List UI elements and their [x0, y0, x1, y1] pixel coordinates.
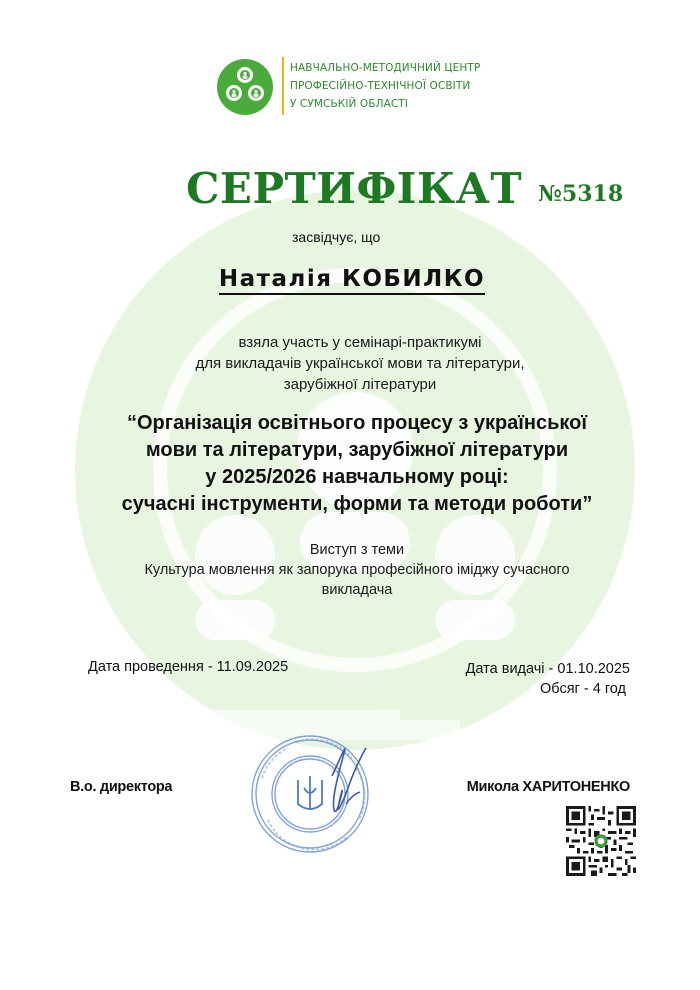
organization-line-1: НАВЧАЛЬНО-МЕТОДИЧНИЙ ЦЕНТР	[290, 62, 481, 74]
certificate-number: №5318	[538, 181, 624, 207]
organization-line-3: У СУМСЬКІЙ ОБЛАСТІ	[290, 98, 408, 110]
qr-code-icon[interactable]	[566, 806, 636, 876]
topic-block	[0, 540, 700, 600]
topic-label: Виступ з теми	[309, 542, 405, 558]
director-name: Микола ХАРИТОНЕНКО	[466, 779, 630, 795]
topic-line: Культура мовлення як запорука професійного іміджу сучасного	[144, 562, 570, 578]
date-issued-block	[466, 659, 630, 699]
organization-line-2: ПРОФЕСІЙНО-ТЕХНІЧНОЇ ОСВІТИ	[290, 80, 471, 92]
date-issued: Дата видачі - 01.10.2025	[465, 661, 630, 677]
recipient-name-text: Наталія КОБИЛКО	[219, 266, 485, 295]
header-divider	[282, 57, 284, 115]
date-held: Дата проведення - 11.09.2025	[88, 659, 289, 675]
director-role: В.о. директора	[70, 779, 173, 795]
gears-people-icon	[216, 58, 274, 116]
seminar-title-line: мови та літератури, зарубіжної літератури	[145, 439, 569, 461]
seminar-title	[0, 410, 700, 518]
recipient-name	[0, 266, 700, 292]
participation-text	[0, 332, 700, 395]
hours: Обсяг - 4 год	[540, 681, 626, 697]
certifies-text: засвідчує, що	[292, 229, 381, 245]
official-seal-stamp	[248, 728, 378, 858]
certificate-title: СЕРТИФІКАТ	[186, 164, 523, 213]
seminar-title-line: “Організація освітнього процесу з української	[126, 412, 588, 434]
participation-line: для викладачів української мови та літератури,	[195, 355, 525, 372]
seminar-title-line: сучасні інструменти, форми та методи роботи”	[121, 493, 593, 515]
participation-line: взяла участь у семінарі-практикумі	[238, 334, 482, 351]
organization-name	[290, 59, 480, 113]
topic-line: викладача	[321, 582, 393, 598]
participation-line: зарубіжної літератури	[283, 376, 437, 393]
seminar-title-line: у 2025/2026 навчальному році:	[205, 466, 509, 488]
